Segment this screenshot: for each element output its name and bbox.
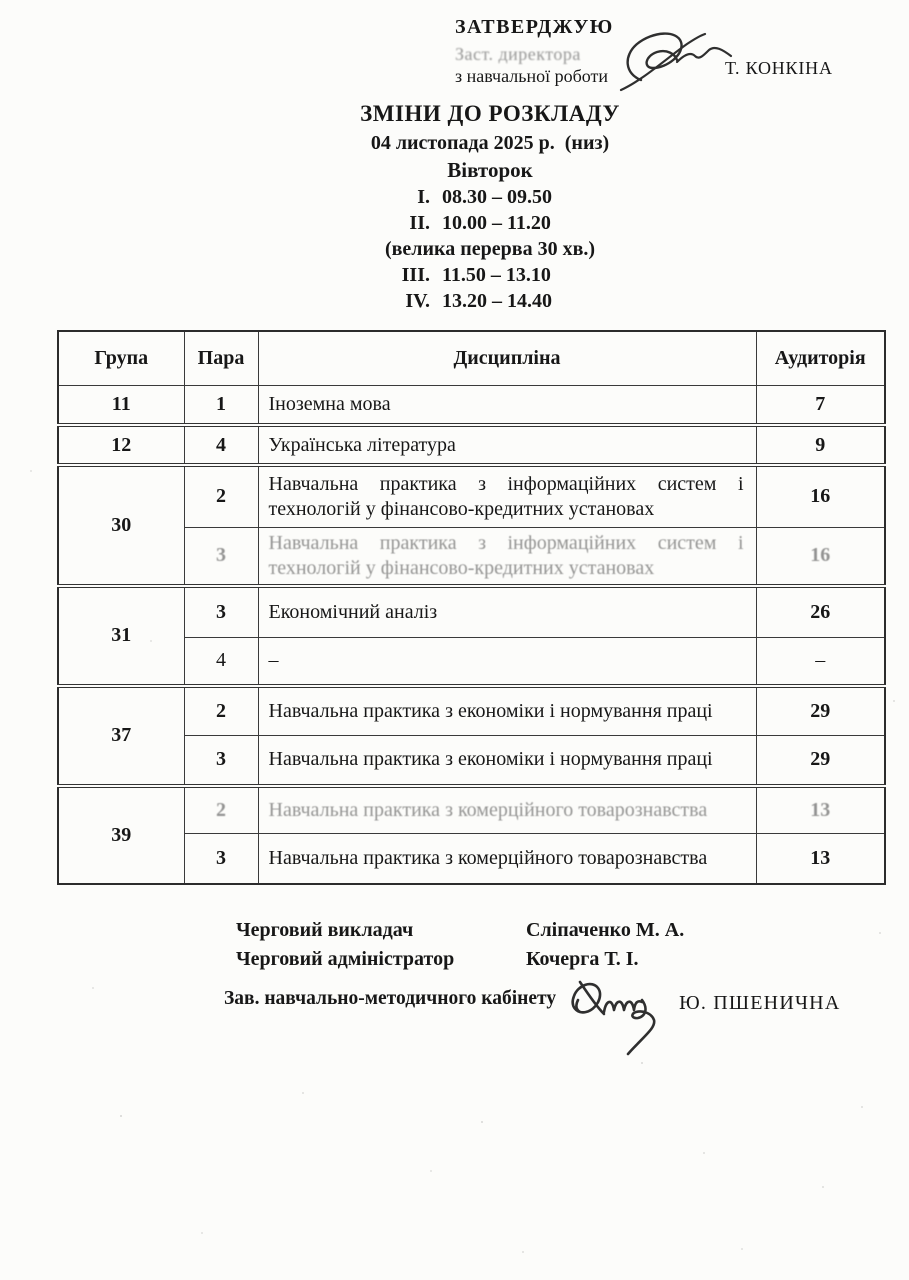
cabinet-head-signature-icon [564, 968, 676, 1056]
document-title: ЗМІНИ ДО РОЗКЛАДУ [360, 101, 620, 126]
break-note: (велика перерва 30 хв.) [384, 238, 596, 260]
column-header-discipline: Дисципліна [258, 331, 756, 385]
table-row-faded [58, 786, 885, 834]
table-row [58, 465, 885, 527]
pair-cell: 2 [184, 686, 258, 736]
group-cell: 11 [58, 385, 184, 425]
cabinet-head-label: Зав. навчально-методичного кабінету [224, 988, 557, 1009]
schedule-table-header [58, 331, 885, 385]
room-cell: 29 [756, 736, 885, 786]
cabinet-head-name: Ю. ПШЕНИЧНА [679, 992, 841, 1014]
period-numeral: II. [409, 212, 430, 234]
period-line-1 [290, 186, 690, 209]
discipline-cell: Навчальна практика з економіки і нормування праці [258, 686, 756, 736]
pair-cell: 4 [184, 638, 258, 686]
room-cell: 9 [756, 425, 885, 465]
discipline-cell: Навчальна практика з комерційного товарознавства [258, 834, 756, 884]
room-cell: 29 [756, 686, 885, 736]
scan-noise [0, 0, 2, 2]
column-header-group: Група [58, 331, 184, 385]
discipline-cell: Навчальна практика з комерційного товарознавства [258, 786, 756, 834]
approval-stamp: ЗАТВЕРДЖУЮ [455, 16, 614, 38]
period-line-4 [290, 290, 690, 313]
approver-signature-icon [615, 28, 737, 98]
pair-cell: 2 [184, 465, 258, 527]
table-row [58, 385, 885, 425]
group-cell: 39 [58, 786, 184, 884]
room-cell: 16 [756, 465, 885, 527]
period-time: 08.30 – 09.50 [442, 186, 552, 208]
group-section-39 [58, 786, 885, 884]
duty-block [236, 916, 684, 973]
room-cell: 16 [756, 527, 885, 586]
period-time: 10.00 – 11.20 [442, 212, 551, 234]
table-row [58, 586, 885, 638]
group-section-31 [58, 586, 885, 686]
discipline-cell: Навчальна практика з інформаційних систем і технологій у фінансово-кредитних установах [258, 527, 756, 586]
pair-cell: 2 [184, 786, 258, 834]
approver-name: Т. КОНКІНА [725, 58, 833, 78]
group-cell: 37 [58, 686, 184, 786]
title-block [290, 101, 690, 313]
group-cell: 31 [58, 586, 184, 686]
discipline-cell: Українська література [258, 425, 756, 465]
pair-cell: 4 [184, 425, 258, 465]
duty-admin-label: Черговий адміністратор [236, 948, 455, 970]
pair-cell: 3 [184, 586, 258, 638]
column-header-pair: Пара [184, 331, 258, 385]
pair-cell: 3 [184, 834, 258, 884]
approver-position-line1: Заст. директора [455, 44, 581, 64]
approver-position-line2: з навчальної роботи [455, 66, 608, 86]
duty-teacher-label: Черговий викладач [236, 919, 414, 941]
period-numeral: IV. [405, 290, 430, 312]
date-text: 04 листопада 2025 р. [370, 132, 555, 154]
group-section-11 [58, 385, 885, 425]
period-numeral: I. [417, 186, 430, 208]
discipline-cell: Навчальна практика з економіки і нормування праці [258, 736, 756, 786]
group-section-12 [58, 425, 885, 465]
room-cell: 7 [756, 385, 885, 425]
group-cell: 30 [58, 465, 184, 586]
period-line-2 [290, 212, 690, 235]
cabinet-head-line [224, 968, 840, 1056]
date-note: (низ) [564, 132, 610, 154]
table-row [58, 686, 885, 736]
discipline-cell: – [258, 638, 756, 686]
group-section-30 [58, 465, 885, 586]
pair-cell: 1 [184, 385, 258, 425]
room-cell: – [756, 638, 885, 686]
period-time: 13.20 – 14.40 [442, 290, 552, 312]
duty-admin-name: Кочерга Т. І. [526, 948, 639, 970]
weekday: Вівторок [447, 158, 533, 182]
room-cell: 13 [756, 834, 885, 884]
duty-teacher-name: Сліпаченко М. А. [526, 919, 685, 941]
room-cell: 13 [756, 786, 885, 834]
schedule-table [57, 330, 886, 885]
period-numeral: III. [401, 264, 430, 286]
discipline-cell: Навчальна практика з інформаційних систем і технологій у фінансово-кредитних установах [258, 465, 756, 527]
table-row [58, 425, 885, 465]
period-time: 11.50 – 13.10 [442, 264, 551, 286]
discipline-cell: Іноземна мова [258, 385, 756, 425]
pair-cell: 3 [184, 736, 258, 786]
column-header-room: Аудиторія [756, 331, 885, 385]
room-cell: 26 [756, 586, 885, 638]
group-section-37 [58, 686, 885, 786]
period-line-3 [290, 264, 690, 287]
group-cell: 12 [58, 425, 184, 465]
discipline-cell: Економічний аналіз [258, 586, 756, 638]
date-line [290, 132, 690, 155]
pair-cell: 3 [184, 527, 258, 586]
approval-block [455, 16, 875, 87]
